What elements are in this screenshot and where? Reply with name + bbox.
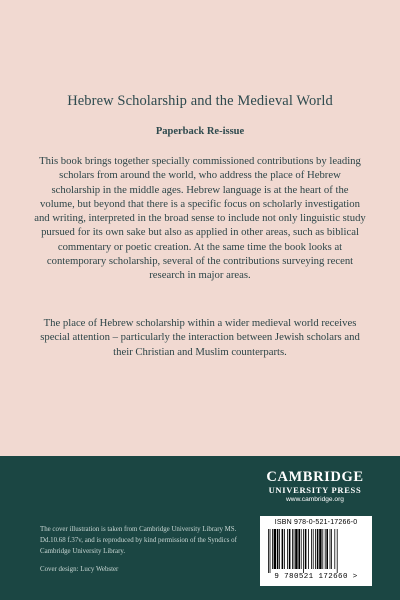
book-title: Hebrew Scholarship and the Medieval World xyxy=(67,93,333,109)
barcode-bars xyxy=(268,529,364,573)
barcode-bar xyxy=(282,529,284,569)
barcode-bar xyxy=(330,529,331,569)
barcode-bar xyxy=(325,529,326,569)
barcode-bar xyxy=(326,529,328,569)
barcode-bar xyxy=(270,529,271,573)
barcode-bar xyxy=(274,529,276,569)
barcode-bar xyxy=(301,529,302,569)
barcode-bar xyxy=(303,529,304,573)
cover-illustration-credit: The cover illustration is taken from Cambridge University Library MS. Dd.10.68 f.37v, and is reproduced by kind permission of the Syndics of Cambridge University Library. xyxy=(40,526,237,555)
blurb-paragraph-1: This book brings together specially commissioned contributions by leading scholars from around the world, who address the place of Hebrew scholarship in the middle ages. Hebrew language is at the heart of the volume, but beyond that there is a specific focus on scholarly investigation and writing, interpreted in the broad sense to include not only linguistic study pursued for its own sake but also as applied in other areas, such as biblical commentary or poetic creation. At the same time the book looks at contemporary scholarship, several of the contributions surveying recent research in major areas. xyxy=(34,155,366,282)
barcode-bar xyxy=(331,529,332,569)
publisher-subname: UNIVERSITY PRESS xyxy=(268,485,362,495)
publisher-name: CAMBRIDGE xyxy=(266,469,364,485)
barcode-bar xyxy=(319,529,321,569)
barcode-bar xyxy=(305,529,307,569)
barcode-bar xyxy=(294,529,295,569)
barcode-bar xyxy=(337,529,338,573)
barcode-bar xyxy=(268,529,269,573)
barcode-bar xyxy=(284,529,285,569)
barcode-bar xyxy=(298,529,300,569)
barcode-bar xyxy=(315,529,316,569)
publisher-url: www.cambridge.org xyxy=(286,496,344,503)
barcode-bar xyxy=(308,529,309,569)
barcode-bar xyxy=(272,529,273,569)
barcode-bar xyxy=(311,529,312,569)
barcode-bar xyxy=(279,529,280,569)
blurb-paragraph-2: The place of Hebrew scholarship within a wider medieval world receives special attention – particularly the interaction between Jewish scholars and their Christian and Muslim counterparts. xyxy=(40,317,360,358)
barcode-bar xyxy=(317,529,319,569)
isbn-label: ISBN 978-0-521-17266-0 xyxy=(274,519,358,526)
publisher-logo xyxy=(252,470,378,504)
barcode-bar xyxy=(334,529,335,569)
barcode-bar xyxy=(295,529,297,569)
edition-label: Paperback Re-issue xyxy=(155,126,245,137)
barcode-panel xyxy=(260,516,372,586)
cover-design-credit: Cover design: Lucy Webster xyxy=(40,566,119,573)
barcode-bar xyxy=(322,529,323,569)
barcode-bar xyxy=(287,529,288,569)
barcode-bar xyxy=(289,529,291,569)
barcode-number: 9 780521 172660 > xyxy=(274,573,358,581)
barcode-bar xyxy=(313,529,314,569)
barcode-bar xyxy=(292,529,293,569)
barcode-bar xyxy=(277,529,279,569)
